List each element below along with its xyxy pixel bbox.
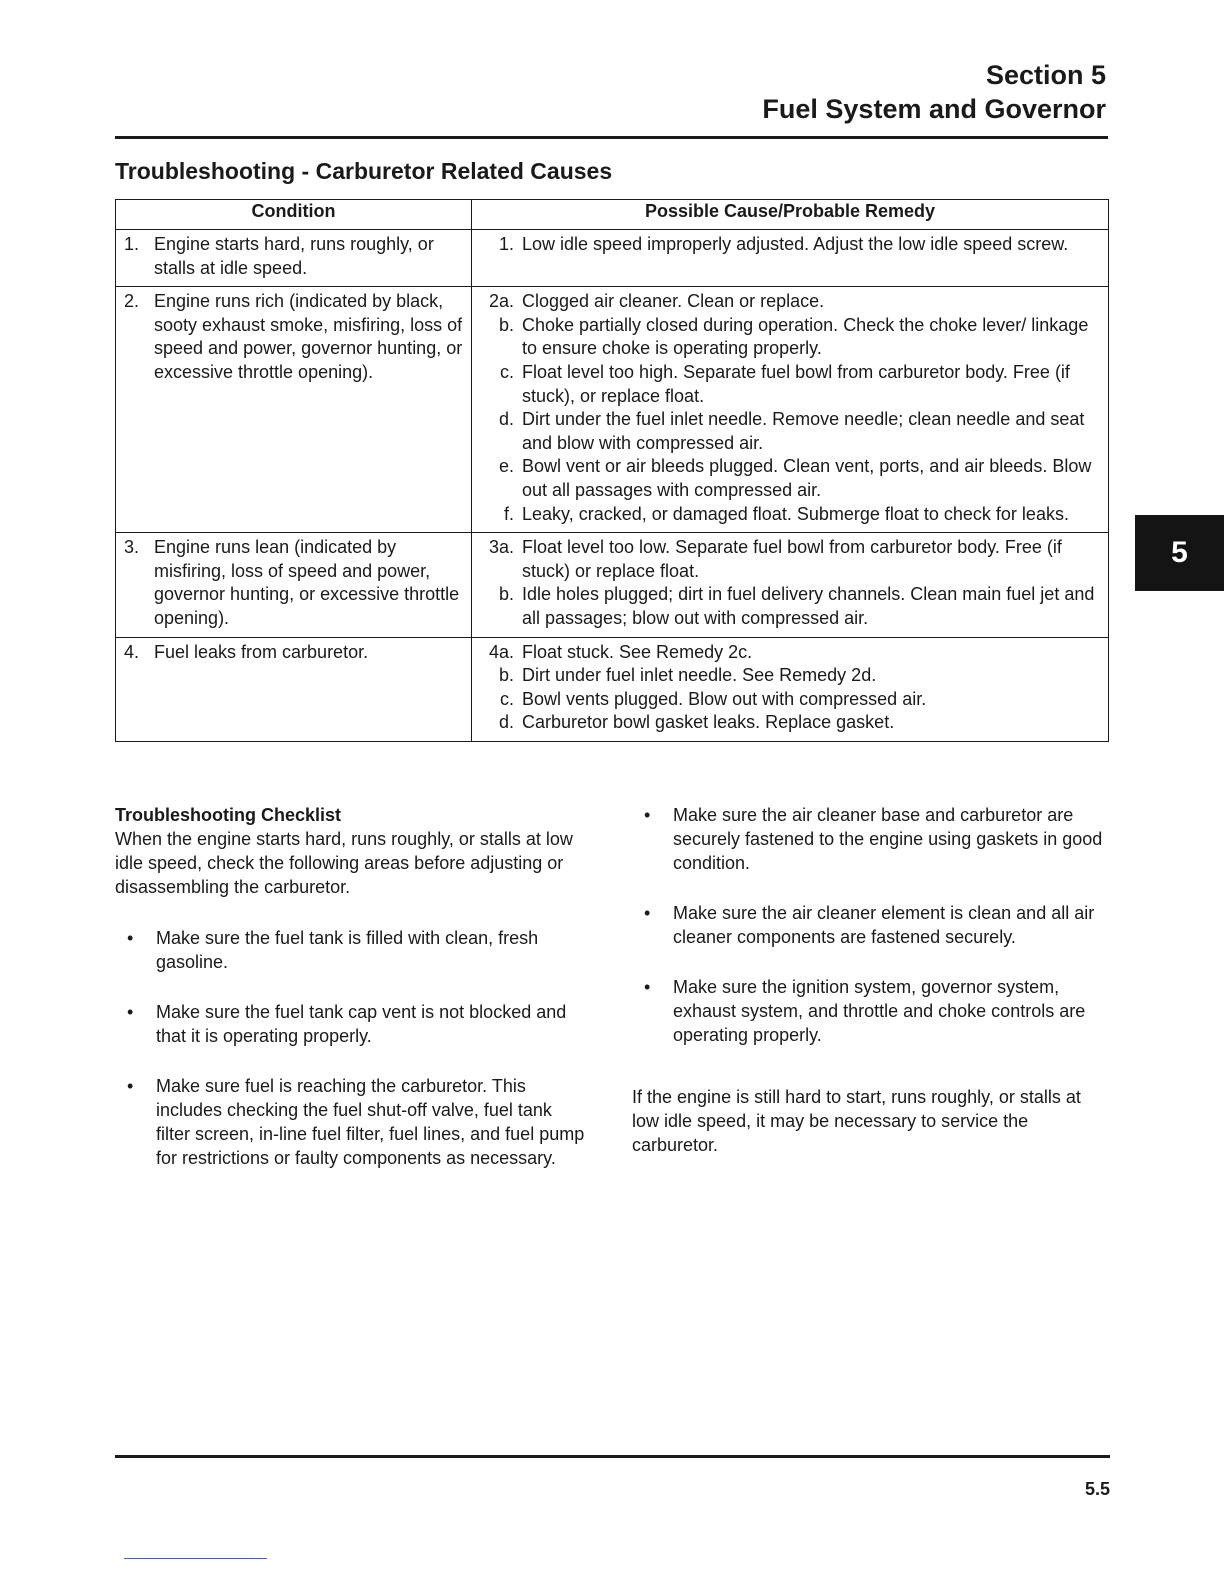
- bullet-icon: •: [644, 903, 651, 923]
- remedy-label: e.: [498, 456, 514, 477]
- remedy-item: [480, 314, 1100, 361]
- condition-number: 4.: [124, 641, 140, 662]
- checklist-intro: When the engine starts hard, runs roughly, or stalls at low idle speed, check the following areas before adjusting or disassembling the carburetor.: [115, 829, 573, 897]
- remedy-item: [480, 688, 1100, 712]
- condition-cell: [116, 230, 472, 287]
- page-number: 5.5: [1084, 1479, 1110, 1499]
- remedy-cell: [472, 287, 1109, 533]
- bullet-text: Make sure the ignition system, governor system, exhaust system, and throttle and choke controls are operating properly.: [673, 977, 1086, 1045]
- table-row: [116, 230, 1109, 287]
- checklist-bullet: [115, 1074, 585, 1170]
- remedy-item: [480, 503, 1100, 527]
- troubleshooting-table: [115, 199, 1109, 742]
- bullet-text: Make sure the air cleaner base and carburetor are securely fastened to the engine using gaskets in good condition.: [673, 805, 1103, 873]
- table-row: [116, 287, 1109, 533]
- bullet-icon: •: [644, 977, 651, 997]
- remedy-text: Float level too low. Separate fuel bowl from carburetor body. Free (if stuck) or replace float.: [522, 537, 1062, 581]
- table-title: Troubleshooting - Carburetor Related Causes: [115, 158, 613, 184]
- bullet-icon: •: [127, 928, 134, 948]
- condition-text: Fuel leaks from carburetor.: [154, 641, 369, 662]
- condition-number: 2.: [124, 291, 140, 312]
- condition-cell: [116, 533, 472, 637]
- checklist-left-column: [115, 803, 585, 1170]
- checklist-bullet: [632, 901, 1112, 949]
- section-title: Fuel System and Governor: [762, 94, 1106, 124]
- remedy-item: [480, 455, 1100, 502]
- header-rule: [115, 136, 1108, 139]
- section-number: Section 5: [985, 60, 1106, 90]
- remedy-text: Float level too high. Separate fuel bowl from carburetor body. Free (if stuck), or replace float.: [522, 361, 1070, 406]
- remedy-label: 4a.: [488, 641, 514, 662]
- checklist-heading: Troubleshooting Checklist: [115, 805, 342, 825]
- remedy-label: 2a.: [488, 291, 514, 312]
- condition-text: Engine runs rich (indicated by black, sooty exhaust smoke, misfiring, loss of speed and power, governor hunting, or excessive throttle opening).: [154, 291, 463, 382]
- remedy-text: Carburetor bowl gasket leaks. Replace gasket.: [522, 712, 895, 733]
- table-row: [116, 637, 1109, 741]
- remedy-label: b.: [498, 584, 514, 605]
- bullet-icon: •: [644, 805, 651, 825]
- checklist-bullet: [115, 926, 585, 974]
- link-underline: [124, 1558, 267, 1559]
- bullet-text: Make sure the fuel tank is filled with clean, fresh gasoline.: [156, 928, 539, 972]
- remedy-cell: [472, 230, 1109, 287]
- remedy-label: b.: [498, 314, 514, 335]
- remedy-item: [480, 361, 1100, 408]
- bullet-text: Make sure fuel is reaching the carburetor. This includes checking the fuel shut-off valve, fuel tank filter screen, in-line fuel filter, fuel lines, and fuel pump for restrictions or faulty components as necessary.: [156, 1076, 585, 1168]
- condition-header: Condition: [116, 200, 472, 230]
- remedy-text: Bowl vents plugged. Blow out with compressed air.: [522, 688, 927, 709]
- remedy-label: d.: [498, 409, 514, 430]
- remedy-item: [480, 290, 1100, 314]
- section-thumb-tab: 5: [1135, 515, 1224, 591]
- remedy-item: [480, 408, 1100, 455]
- remedy-item: [480, 583, 1100, 630]
- remedy-header: Possible Cause/Probable Remedy: [472, 200, 1109, 230]
- remedy-text: Choke partially closed during operation. Check the choke lever/ linkage to ensure choke is operating properly.: [522, 314, 1089, 359]
- remedy-text: Float stuck. See Remedy 2c.: [522, 641, 753, 662]
- condition-number: 3.: [124, 537, 140, 558]
- checklist-bullet: [632, 975, 1112, 1047]
- remedy-text: Leaky, cracked, or damaged float. Submerge float to check for leaks.: [522, 503, 1069, 524]
- checklist-bullet: [632, 803, 1112, 875]
- remedy-label: 1.: [498, 234, 514, 254]
- remedy-text: Clogged air cleaner. Clean or replace.: [522, 291, 825, 312]
- remedy-cell: [472, 533, 1109, 637]
- remedy-item: [480, 536, 1100, 583]
- table-row: [116, 533, 1109, 637]
- remedy-cell: [472, 637, 1109, 741]
- condition-cell: [116, 637, 472, 741]
- remedy-text: Idle holes plugged; dirt in fuel delivery channels. Clean main fuel jet and all passages; blow out with compressed air.: [522, 584, 1095, 628]
- bullet-text: Make sure the air cleaner element is clean and all air cleaner components are fastened securely.: [673, 903, 1095, 947]
- condition-cell: [116, 287, 472, 533]
- remedy-label: b.: [498, 665, 514, 686]
- remedy-text: Low idle speed improperly adjusted. Adjust the low idle speed screw.: [522, 234, 1069, 254]
- table-header-row: [116, 200, 1109, 230]
- condition-number: 1.: [124, 234, 140, 254]
- footer-rule: [115, 1455, 1110, 1458]
- bullet-icon: •: [127, 1002, 134, 1022]
- remedy-item: [480, 233, 1100, 257]
- condition-text: Engine runs lean (indicated by misfiring, loss of speed and power, governor hunting, or excessive throttle opening).: [154, 537, 460, 628]
- remedy-label: c.: [499, 361, 514, 382]
- remedy-label: 3a.: [488, 537, 514, 558]
- remedy-label: c.: [499, 688, 514, 709]
- remedy-text: Dirt under fuel inlet needle. See Remedy 2d.: [522, 665, 877, 686]
- remedy-item: [480, 664, 1100, 688]
- checklist-bullet: [115, 1000, 585, 1048]
- remedy-item: [480, 641, 1100, 665]
- checklist-closing: If the engine is still hard to start, runs roughly, or stalls at low idle speed, it may be necessary to service the carburetor.: [632, 1087, 1081, 1155]
- section-header: [762, 58, 1106, 126]
- remedy-text: Dirt under the fuel inlet needle. Remove needle; clean needle and seat and blow with compressed air.: [522, 409, 1085, 453]
- bullet-icon: •: [127, 1076, 134, 1096]
- bullet-text: Make sure the fuel tank cap vent is not blocked and that it is operating properly.: [156, 1002, 567, 1046]
- remedy-label: d.: [498, 712, 514, 733]
- remedy-item: [480, 711, 1100, 735]
- remedy-label: f.: [503, 503, 514, 524]
- checklist-right-column: [632, 803, 1112, 1157]
- condition-text: Engine starts hard, runs roughly, or stalls at idle speed.: [154, 234, 434, 278]
- remedy-text: Bowl vent or air bleeds plugged. Clean vent, ports, and air bleeds. Blow out all passages with compressed air.: [522, 456, 1092, 500]
